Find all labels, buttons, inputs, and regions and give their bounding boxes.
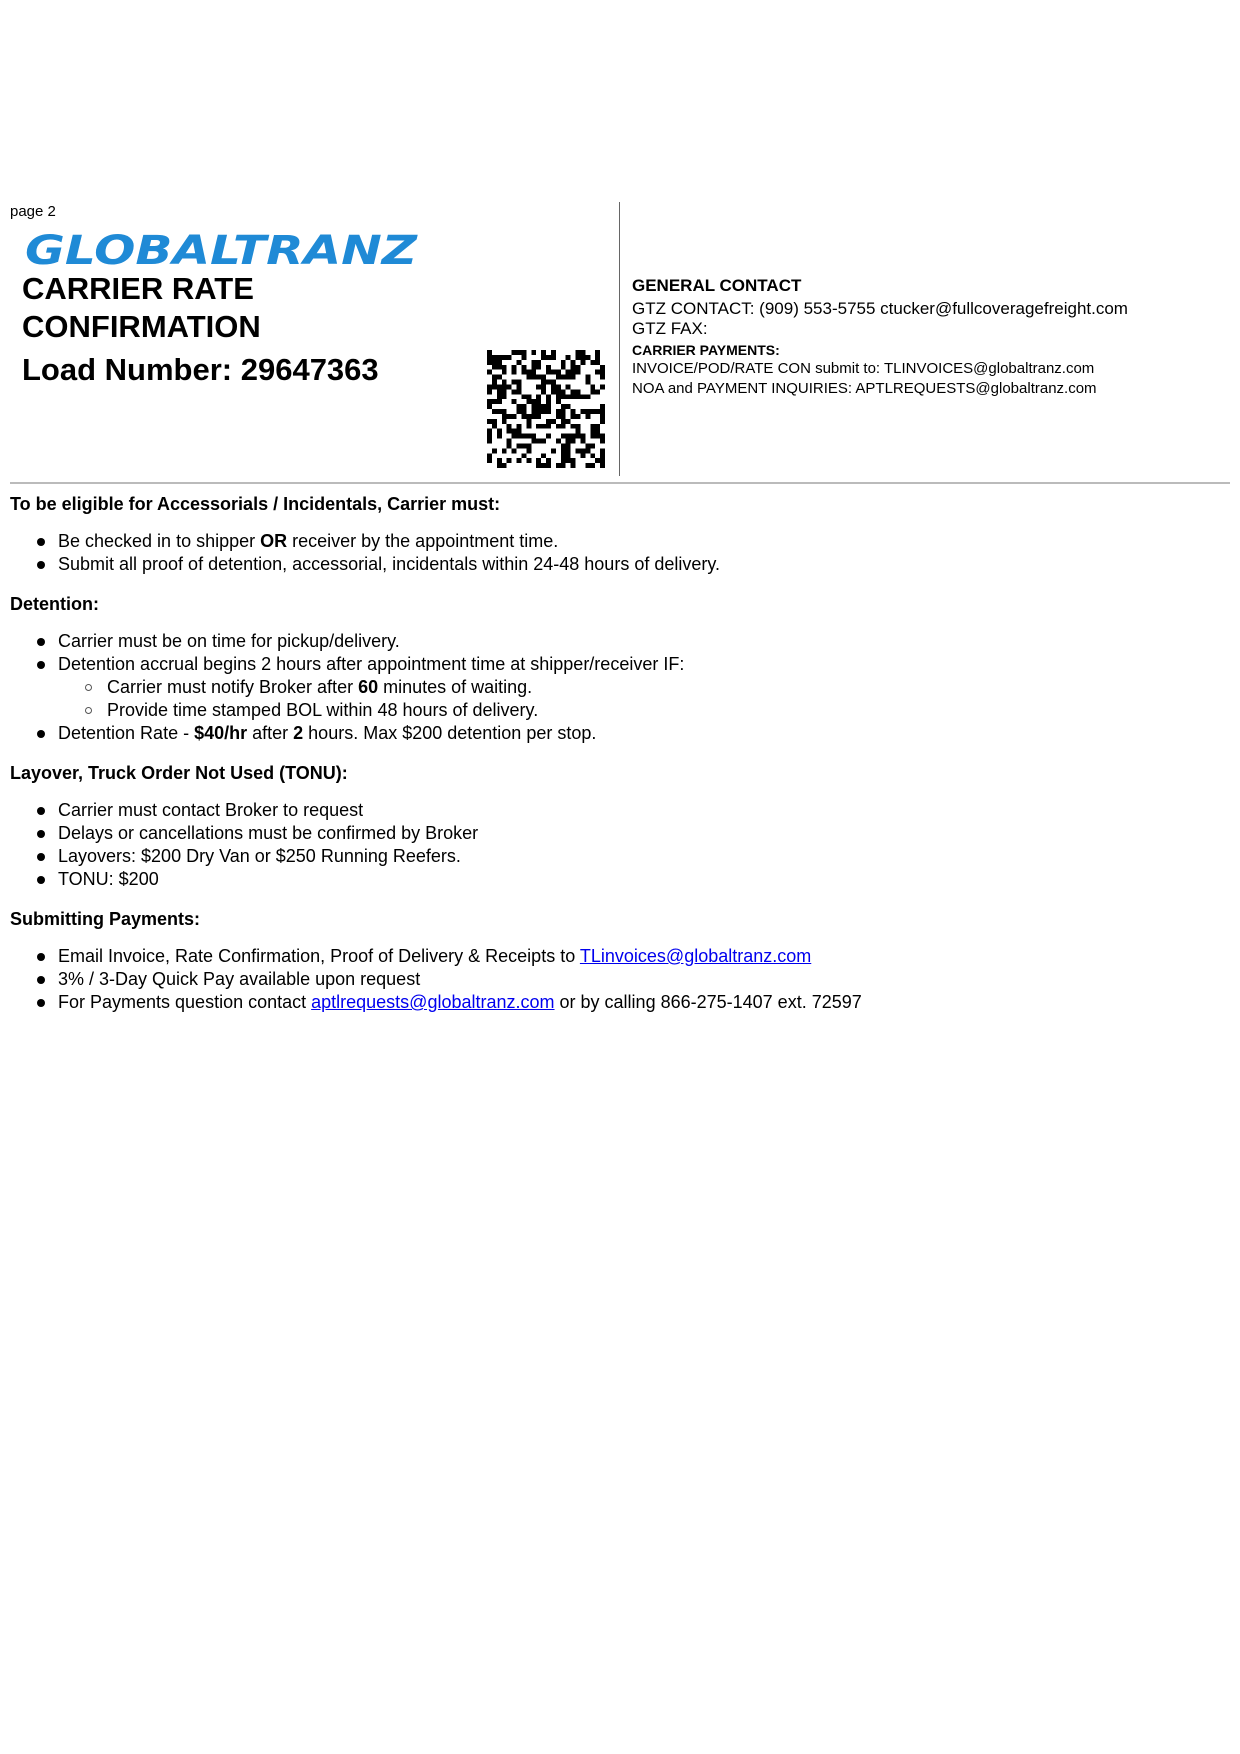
detention-list: [10, 630, 1210, 745]
detention-heading: Detention:: [10, 594, 99, 614]
general-contact-heading: GENERAL CONTACT: [632, 276, 802, 295]
eligibility-list: [10, 530, 1210, 576]
title-line-2: CONFIRMATION: [22, 309, 261, 344]
item-emphasis: OR: [260, 531, 288, 551]
qr-code: [486, 350, 606, 468]
aptlrequests-email-link[interactable]: aptlrequests@globaltranz.com: [311, 992, 555, 1012]
header-divider: [10, 482, 1230, 484]
list-item: Submit all proof of detention, accessorial, incidentals within 24-48 hours of delivery.: [58, 553, 1210, 576]
list-item: TONU: $200: [58, 868, 1210, 891]
item-text: or by calling 866-275-1407 ext. 72597: [554, 992, 862, 1012]
page-label: page 2: [10, 203, 56, 220]
title-line-1: CARRIER RATE: [22, 271, 254, 306]
list-item: [58, 945, 1210, 968]
item-text: hours. Max $200 detention per stop.: [303, 723, 597, 743]
gtz-fax: GTZ FAX:: [632, 319, 708, 338]
item-text: Detention Rate -: [58, 723, 195, 743]
list-item: [58, 653, 1210, 722]
sub-list-item: [107, 676, 1210, 699]
item-text: minutes of waiting.: [378, 677, 533, 697]
item-text: Carrier must notify Broker after: [107, 677, 359, 697]
eligibility-heading: To be eligible for Accessorials / Incidentals, Carrier must:: [10, 494, 501, 514]
item-text: receiver by the appointment time.: [287, 531, 559, 551]
list-item: Delays or cancellations must be confirmed by Broker: [58, 822, 1210, 845]
item-text: after: [247, 723, 294, 743]
item-text: Detention accrual begins 2 hours after appointment time at shipper/receiver IF:: [58, 654, 685, 674]
list-item: Carrier must contact Broker to request: [58, 799, 1210, 822]
vertical-divider: [619, 202, 620, 476]
item-text: Email Invoice, Rate Confirmation, Proof of Delivery & Receipts to: [58, 946, 580, 966]
payments-list: [10, 945, 1210, 1014]
list-item: [58, 530, 1210, 553]
item-emphasis: 60: [358, 677, 379, 697]
terms-body: [10, 492, 1210, 1030]
sub-list-item: Provide time stamped BOL within 48 hours of delivery.: [107, 699, 1210, 722]
contact-block: [632, 276, 1128, 399]
layover-list: [10, 799, 1210, 891]
document-title: [22, 270, 261, 346]
gtz-contact: GTZ CONTACT: (909) 553-5755 ctucker@fullcoveragefreight.com: [632, 299, 1128, 318]
detention-sub-list: [58, 676, 1210, 722]
globaltranz-logo: [25, 228, 425, 270]
item-text: For Payments question contact: [58, 992, 312, 1012]
item-emphasis: $40/hr: [194, 723, 248, 743]
logo-wordmark: GLOBALTRANZ: [25, 228, 419, 270]
noa-inquiries-line: NOA and PAYMENT INQUIRIES: APTLREQUESTS@globaltranz.com: [632, 380, 1097, 397]
carrier-payments-heading: CARRIER PAYMENTS:: [632, 342, 780, 358]
load-number: Load Number: 29647363: [22, 352, 379, 387]
list-item: Layovers: $200 Dry Van or $250 Running Reefers.: [58, 845, 1210, 868]
list-item: [58, 991, 1210, 1014]
layover-heading: Layover, Truck Order Not Used (TONU):: [10, 763, 348, 783]
payments-heading: Submitting Payments:: [10, 909, 201, 929]
tlinvoices-email-link[interactable]: TLinvoices@globaltranz.com: [579, 946, 812, 966]
item-text: Be checked in to shipper: [58, 531, 261, 551]
item-emphasis: 2: [293, 723, 304, 743]
invoice-submit-line: INVOICE/POD/RATE CON submit to: TLINVOICES@globaltranz.com: [632, 360, 1095, 377]
list-item: Carrier must be on time for pickup/delivery.: [58, 630, 1210, 653]
list-item: 3% / 3-Day Quick Pay available upon request: [58, 968, 1210, 991]
list-item: [58, 722, 1210, 745]
